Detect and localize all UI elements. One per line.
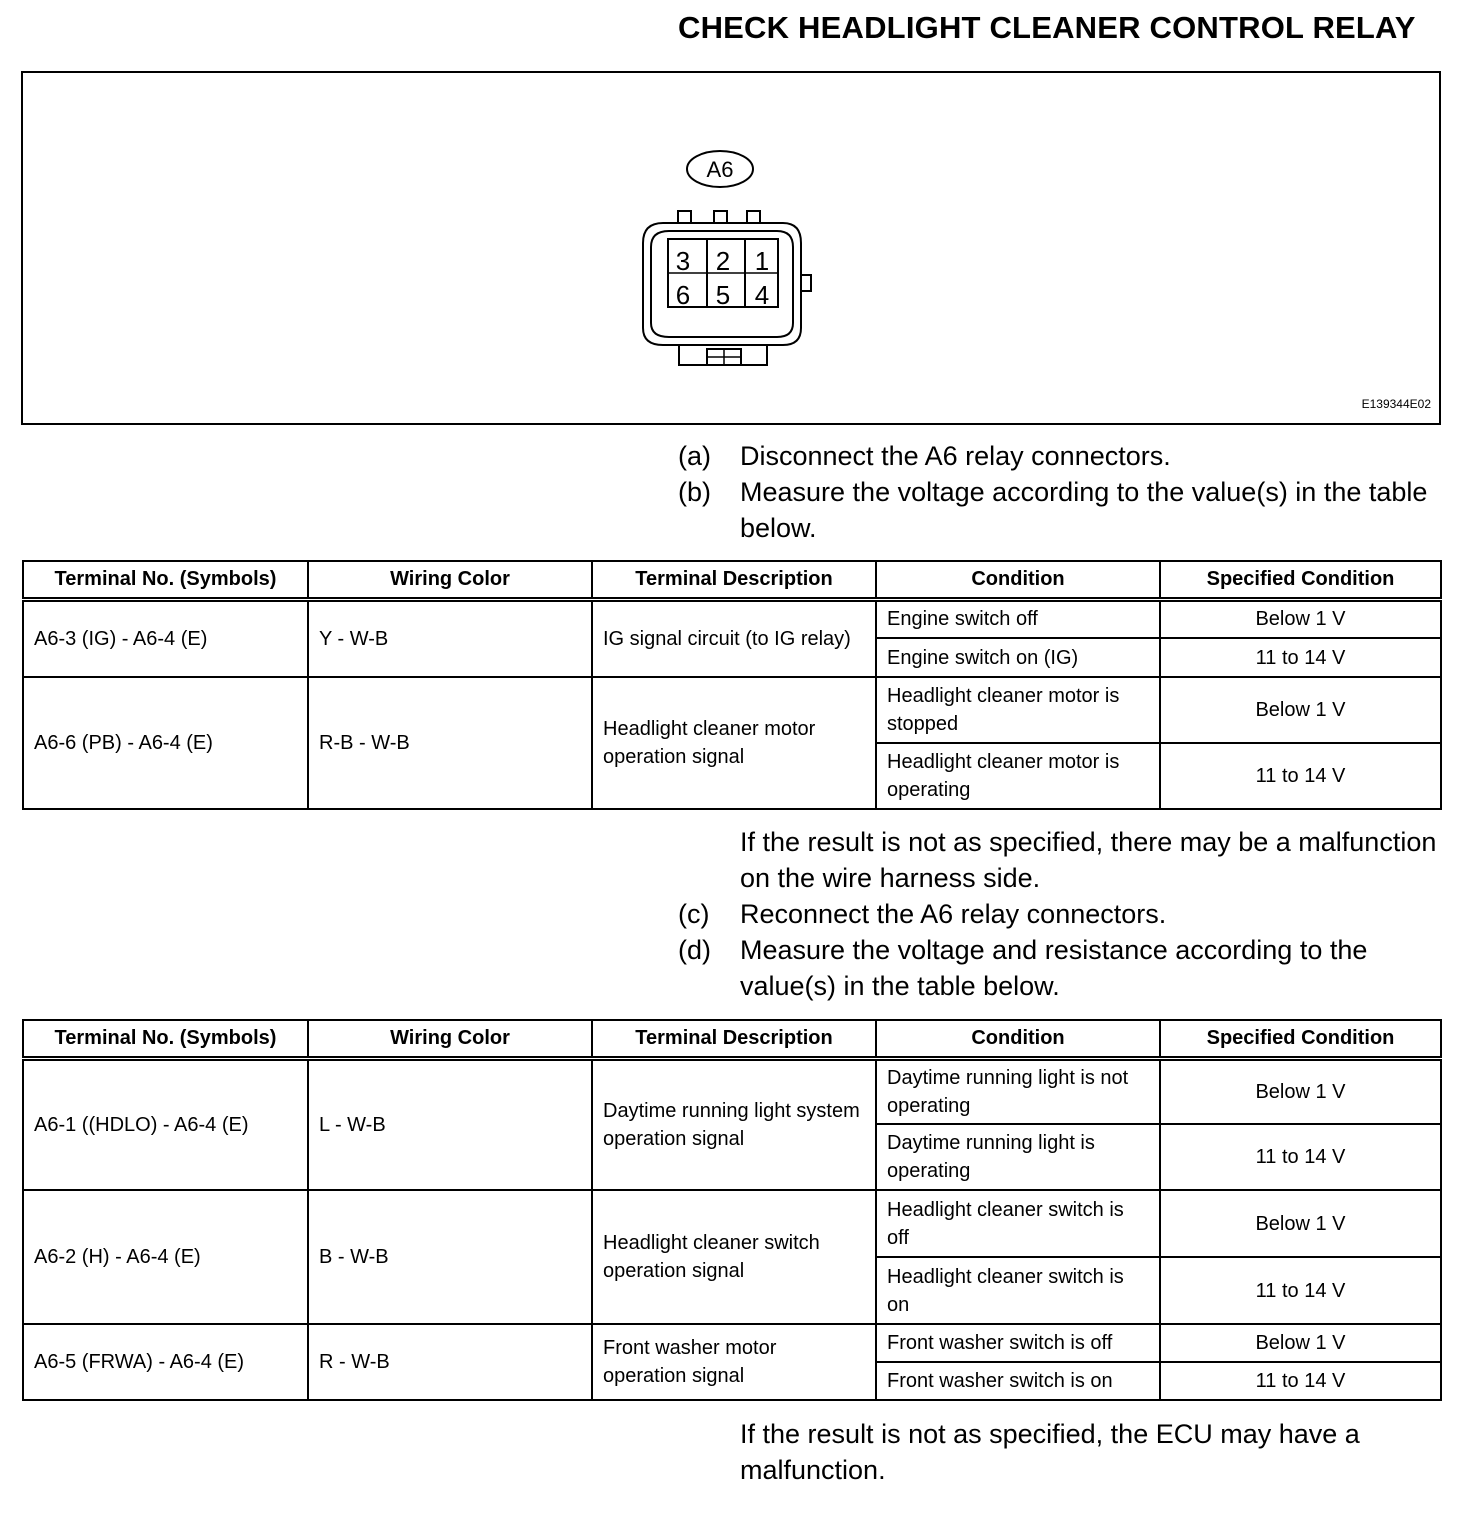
- description-cell: Daytime running light system operation signal: [592, 1058, 876, 1190]
- header-description: Terminal Description: [592, 1020, 876, 1058]
- note-harness: If the result is not as specified, there may be a malfunction on the wire harness side.: [740, 827, 1437, 893]
- terminal-cell: A6-2 (H) - A6-4 (E): [23, 1190, 308, 1324]
- step-text: Disconnect the A6 relay connectors.: [740, 441, 1171, 471]
- spec-cell: Below 1 V: [1160, 1058, 1441, 1124]
- step-text: Measure the voltage according to the value(s) in the table below.: [740, 477, 1428, 543]
- spec-cell: 11 to 14 V: [1160, 1124, 1441, 1190]
- spec-cell: 11 to 14 V: [1160, 743, 1441, 809]
- voltage-table-1: [22, 560, 1442, 810]
- condition-cell: Headlight cleaner motor is stopped: [876, 677, 1160, 743]
- spec-cell: Below 1 V: [1160, 677, 1441, 743]
- table-row: [23, 599, 1441, 638]
- step-d: [678, 932, 1450, 1004]
- voltage-table-2: [22, 1019, 1442, 1401]
- connector-label: A6: [706, 157, 734, 182]
- table-header-row: [23, 561, 1441, 599]
- step-b: [678, 474, 1450, 546]
- header-wiring-color: Wiring Color: [308, 1020, 592, 1058]
- terminal-cell: A6-6 (PB) - A6-4 (E): [23, 677, 308, 809]
- description-cell: IG signal circuit (to IG relay): [592, 599, 876, 677]
- step-label: (c): [678, 899, 710, 929]
- header-terminal: Terminal No. (Symbols): [23, 561, 308, 599]
- condition-cell: Front washer switch is off: [876, 1324, 1160, 1362]
- step-label: (d): [678, 935, 711, 965]
- condition-cell: Daytime running light is operating: [876, 1124, 1160, 1190]
- header-spec: Specified Condition: [1160, 1020, 1441, 1058]
- figure-id: E139344E02: [1361, 397, 1431, 411]
- spec-cell: Below 1 V: [1160, 599, 1441, 638]
- wiring-color-cell: R-B - W-B: [308, 677, 592, 809]
- pin-2: 2: [715, 246, 731, 276]
- connector-diagram: [23, 73, 1439, 423]
- terminal-cell: A6-3 (IG) - A6-4 (E): [23, 599, 308, 677]
- wiring-color-cell: L - W-B: [308, 1058, 592, 1190]
- terminal-cell: A6-5 (FRWA) - A6-4 (E): [23, 1324, 308, 1400]
- spec-cell: 11 to 14 V: [1160, 638, 1441, 677]
- condition-cell: Daytime running light is not operating: [876, 1058, 1160, 1124]
- table-row: [23, 1058, 1441, 1124]
- spec-cell: Below 1 V: [1160, 1190, 1441, 1257]
- condition-cell: Headlight cleaner switch is on: [876, 1257, 1160, 1324]
- spec-cell: 11 to 14 V: [1160, 1257, 1441, 1324]
- header-condition: Condition: [876, 561, 1160, 599]
- page-title: CHECK HEADLIGHT CLEANER CONTROL RELAY: [678, 10, 1416, 45]
- step-label: (a): [678, 441, 711, 471]
- wiring-color-cell: Y - W-B: [308, 599, 592, 677]
- spec-cell: 11 to 14 V: [1160, 1362, 1441, 1400]
- pin-1: 1: [754, 246, 770, 276]
- wiring-color-cell: B - W-B: [308, 1190, 592, 1324]
- description-cell: Front washer motor operation signal: [592, 1324, 876, 1400]
- condition-cell: Front washer switch is on: [876, 1362, 1160, 1400]
- table-row: [23, 1324, 1441, 1362]
- header-condition: Condition: [876, 1020, 1160, 1058]
- step-label: (b): [678, 477, 711, 507]
- description-cell: Headlight cleaner motor operation signal: [592, 677, 876, 809]
- header-terminal: Terminal No. (Symbols): [23, 1020, 308, 1058]
- description-cell: Headlight cleaner switch operation signal: [592, 1190, 876, 1324]
- step-c: [678, 896, 1450, 932]
- table-row: [23, 1190, 1441, 1257]
- spec-cell: Below 1 V: [1160, 1324, 1441, 1362]
- table-row: [23, 677, 1441, 743]
- condition-cell: Headlight cleaner switch is off: [876, 1190, 1160, 1257]
- header-wiring-color: Wiring Color: [308, 561, 592, 599]
- step-text: Reconnect the A6 relay connectors.: [740, 899, 1167, 929]
- step-a: [678, 438, 1450, 474]
- table-header-row: [23, 1020, 1441, 1058]
- condition-cell: Engine switch off: [876, 599, 1160, 638]
- pin-4: 4: [754, 280, 770, 310]
- pin-3: 3: [675, 246, 691, 276]
- pin-6: 6: [675, 280, 691, 310]
- condition-cell: Engine switch on (IG): [876, 638, 1160, 677]
- step-text: Measure the voltage and resistance according to the value(s) in the table below.: [740, 935, 1368, 1001]
- pin-5: 5: [715, 280, 731, 310]
- condition-cell: Headlight cleaner motor is operating: [876, 743, 1160, 809]
- note-ecu: If the result is not as specified, the ECU may have a malfunction.: [740, 1419, 1360, 1485]
- header-description: Terminal Description: [592, 561, 876, 599]
- connector-figure: [21, 71, 1441, 425]
- wiring-color-cell: R - W-B: [308, 1324, 592, 1400]
- header-spec: Specified Condition: [1160, 561, 1441, 599]
- terminal-cell: A6-1 ((HDLO) - A6-4 (E): [23, 1058, 308, 1190]
